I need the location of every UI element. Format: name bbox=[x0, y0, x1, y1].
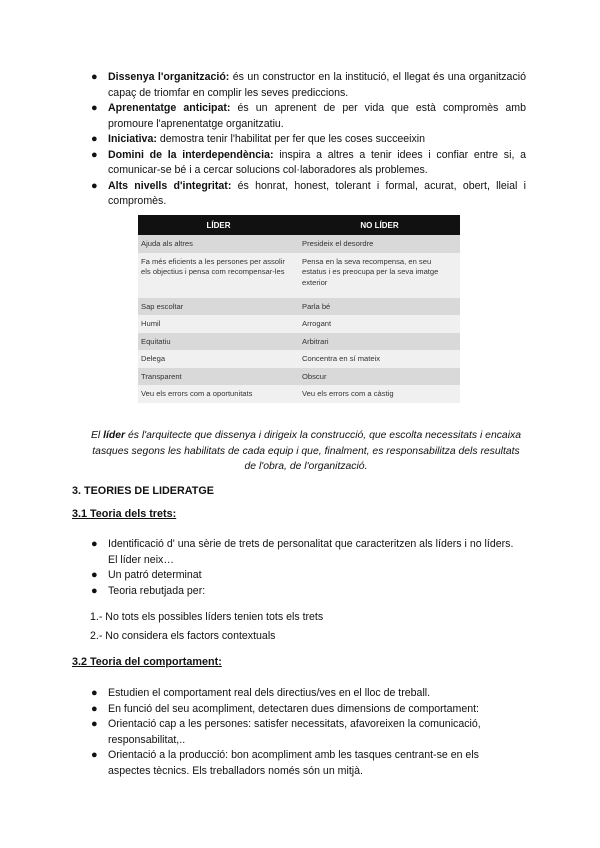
leader-definition-caption bbox=[86, 428, 526, 475]
table-row bbox=[138, 368, 460, 386]
table-cell: Ajuda als altres bbox=[138, 235, 299, 253]
list-item bbox=[86, 70, 526, 101]
list-item bbox=[86, 132, 526, 148]
list-item bbox=[86, 101, 526, 132]
list-item bbox=[86, 717, 516, 748]
table-row bbox=[138, 253, 460, 298]
bullet-icon: ● bbox=[91, 569, 98, 581]
list-item-text: Teoria rebutjada per: bbox=[108, 584, 206, 597]
table-cell: Equitatiu bbox=[138, 333, 299, 351]
list-item bbox=[86, 702, 516, 718]
list-item-text: Orientació cap a les persones: satisfer necessitats, afavoreixen la comunicació, responsabilitat,.. bbox=[108, 718, 481, 746]
table-cell: Veu els errors com a oportunitats bbox=[138, 385, 299, 403]
list-item-text: Un patró determinat bbox=[108, 569, 202, 581]
table-cell: Fa més eficients a les persones per assolir els objectius i pensa com recompensar-les bbox=[138, 253, 299, 298]
table-cell: Arbitrari bbox=[299, 333, 460, 351]
table-row bbox=[138, 385, 460, 403]
section-title: 3. TEORIES DE LIDERATGE bbox=[72, 485, 214, 497]
list-item-text: Identificació d' una sèrie de trets de personalitat que caracteritzen als líders i no líders. El líder neix… bbox=[108, 538, 514, 566]
subsection-title-comportament: 3.2 Teoria del comportament: bbox=[72, 656, 222, 668]
list-item bbox=[86, 148, 526, 179]
table-cell: Obscur bbox=[299, 368, 460, 386]
table-row bbox=[138, 333, 460, 351]
table-row bbox=[138, 298, 460, 316]
table-cell: Transparent bbox=[138, 368, 299, 386]
column-header-no-lider: NO LÍDER bbox=[299, 215, 460, 235]
trait-term: Iniciativa: bbox=[108, 133, 157, 145]
list-item bbox=[86, 686, 516, 702]
bullet-icon: ● bbox=[91, 749, 98, 761]
leader-traits-list bbox=[86, 70, 526, 210]
bullet-icon: ● bbox=[91, 538, 98, 550]
table-row bbox=[138, 350, 460, 368]
leader-comparison-table bbox=[138, 215, 460, 403]
list-item-text: Orientació a la producció: bon acompliment amb les tasques centrant-se en els aspectes tècnics. Els treballadors només són un mitjà. bbox=[108, 749, 479, 777]
table-cell: Humil bbox=[138, 315, 299, 333]
table-row bbox=[138, 315, 460, 333]
trait-text: inspira a altres a tenir idees i confiar entre si, a comunicar-se bé i a cercar solucions col·laboradores als problemes. bbox=[108, 148, 526, 176]
caption-text: és l'arquitecte que dissenya i dirigeix la construcció, que escolta necessitats i encaixa tasques segons les habilitats de cada equip i que, finalment, es responsabilitza dels resultats de l'obra, de l'organització. bbox=[92, 430, 521, 472]
table-cell: Presideix el desordre bbox=[299, 235, 460, 253]
bullet-icon: ● bbox=[91, 148, 98, 161]
bullet-icon: ● bbox=[91, 133, 98, 145]
caption-text: El bbox=[91, 430, 104, 441]
list-item bbox=[86, 537, 516, 568]
list-item-text: En funció del seu acompliment, detectaren dues dimensions de comportament: bbox=[108, 702, 479, 715]
list-item bbox=[86, 568, 516, 584]
table-cell: Pensa en la seva recompensa, en seu estatus i es preocupa per la seva imatge exterior bbox=[299, 253, 460, 298]
trait-term: Dissenya l'organització: bbox=[108, 71, 230, 83]
table-cell: Sap escoltar bbox=[138, 298, 299, 316]
trets-list bbox=[86, 537, 516, 599]
trait-term: Alts nivells d'integritat: bbox=[108, 179, 232, 192]
list-item-text: Estudien el comportament real dels directius/ves en el lloc de treball. bbox=[108, 687, 431, 699]
bullet-icon: ● bbox=[91, 687, 98, 699]
bullet-icon: ● bbox=[91, 102, 98, 114]
table-cell: Arrogant bbox=[299, 315, 460, 333]
list-item bbox=[86, 584, 516, 600]
column-header-lider: LÍDER bbox=[138, 215, 299, 235]
bullet-icon: ● bbox=[91, 584, 98, 597]
bullet-icon: ● bbox=[91, 718, 98, 730]
trait-text: és un aprenent de per vida que està compromès amb promoure l'aprenentatge organitzatiu. bbox=[108, 102, 527, 130]
table-header-row bbox=[138, 215, 460, 235]
numbered-item: 2.- No considera els factors contextuals bbox=[90, 630, 276, 642]
trait-term: Aprenentatge anticipat: bbox=[108, 102, 231, 114]
caption-bold-term: líder bbox=[103, 430, 126, 441]
list-item bbox=[86, 179, 526, 210]
bullet-icon: ● bbox=[91, 702, 98, 715]
comportament-list bbox=[86, 686, 516, 779]
trait-text: és honrat, honest, tolerant i formal, acurat, obert, lleial i compromès. bbox=[108, 179, 526, 207]
table-cell: Parla bé bbox=[299, 298, 460, 316]
table-row bbox=[138, 235, 460, 253]
numbered-item: 1.- No tots els possibles líders tenien tots els trets bbox=[90, 611, 324, 623]
table-cell: Veu els errors com a càstig bbox=[299, 385, 460, 403]
bullet-icon: ● bbox=[91, 179, 98, 192]
subsection-title-trets: 3.1 Teoria dels trets: bbox=[72, 508, 177, 520]
bullet-icon: ● bbox=[91, 71, 98, 83]
table-cell: Concentra en sí mateix bbox=[299, 350, 460, 368]
trait-text: demostra tenir l'habilitat per fer que les coses succeeixin bbox=[156, 133, 426, 145]
trait-text: és un constructor en la institució, el llegat és una organització capaç de triomfar en complir les seves prediccions. bbox=[108, 71, 526, 99]
table-cell: Delega bbox=[138, 350, 299, 368]
list-item bbox=[86, 748, 516, 779]
trait-term: Domini de la interdependència: bbox=[108, 148, 274, 161]
